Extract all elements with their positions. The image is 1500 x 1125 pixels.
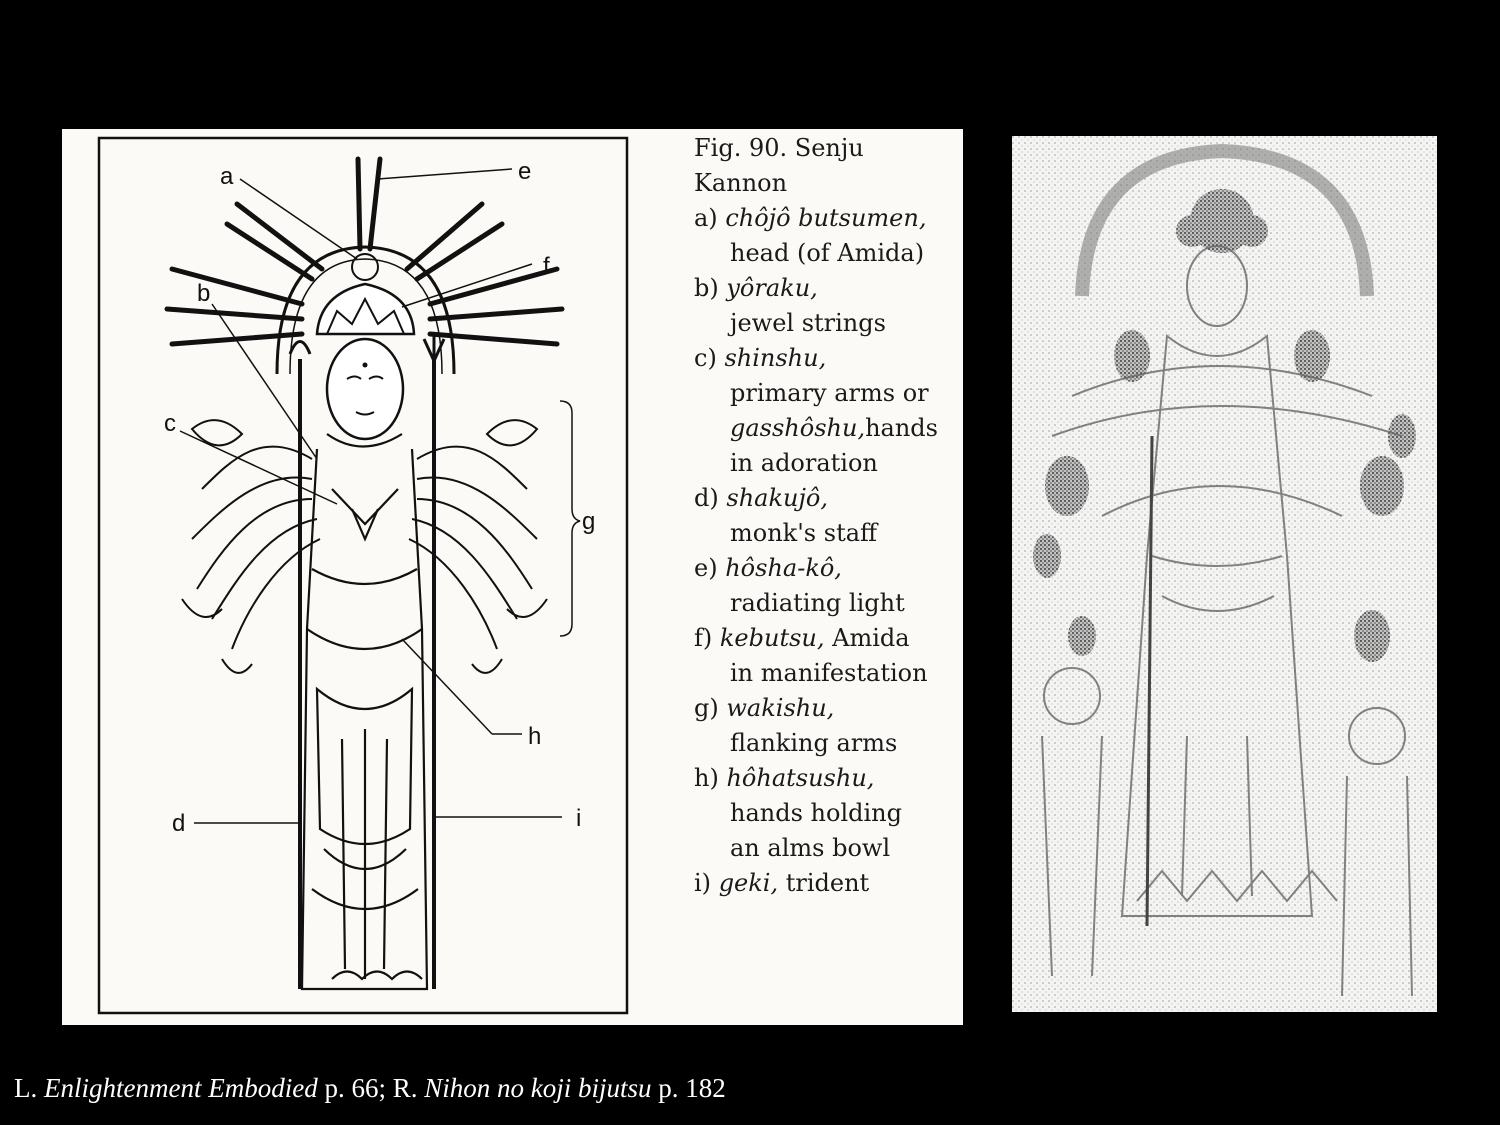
- legend-description: monk's staff: [730, 519, 878, 547]
- legend-term: shinshu,: [724, 344, 827, 372]
- right-photo-panel: [1012, 136, 1437, 1012]
- legend-description: an alms bowl: [730, 834, 891, 862]
- label-b: b: [197, 280, 211, 307]
- legend-term-rest: hands: [865, 414, 938, 442]
- legend-entry: [694, 271, 963, 341]
- legend-entries: [694, 201, 963, 901]
- legend-entry: [694, 411, 963, 481]
- legend-description: primary arms or: [730, 379, 929, 407]
- legend-term-rest: trident: [778, 869, 870, 897]
- legend-key: e): [694, 554, 718, 582]
- legend-term: hôhatsushu,: [726, 764, 875, 792]
- legend-title: Fig. 90. Senju Kannon: [694, 134, 864, 197]
- legend-term: shakujô,: [726, 484, 828, 512]
- legend-key: d): [694, 484, 719, 512]
- legend-key: b): [694, 274, 719, 302]
- label-g: g: [582, 508, 596, 535]
- legend-description: in manifestation: [730, 659, 928, 687]
- legend-description: hands holding: [730, 799, 902, 827]
- legend-key: i): [694, 869, 712, 897]
- label-i: i: [576, 805, 582, 832]
- legend-entry: [694, 761, 963, 831]
- legend-entry: [694, 621, 963, 691]
- legend-key: f): [694, 624, 713, 652]
- legend-term: kebutsu,: [719, 624, 825, 652]
- legend-term: hôsha-kô,: [725, 554, 842, 582]
- legend-entry: [694, 481, 963, 551]
- senju-kannon-line-drawing: [62, 129, 694, 1025]
- legend-entry: [694, 831, 963, 866]
- legend-entry: [694, 866, 963, 901]
- legend-key: a): [694, 204, 718, 232]
- legend-key: c): [694, 344, 717, 372]
- legend-term: chôjô butsumen,: [725, 204, 927, 232]
- legend-entry: [694, 691, 963, 761]
- label-a: a: [220, 163, 234, 190]
- legend-term: wakishu,: [726, 694, 835, 722]
- label-d: d: [172, 810, 186, 837]
- legend-key: g): [694, 694, 719, 722]
- robed-body: [302, 434, 427, 989]
- label-c: c: [164, 410, 176, 437]
- legend-key: h): [694, 764, 719, 792]
- legend-term-rest: Amida: [824, 624, 910, 652]
- legend-term: yôraku,: [726, 274, 818, 302]
- label-f: f: [543, 253, 550, 280]
- legend-description: flanking arms: [730, 729, 898, 757]
- left-figure-panel: [62, 129, 963, 1025]
- legend-term: gasshôshu,: [730, 414, 866, 442]
- legend-description: radiating light: [730, 589, 905, 617]
- slide-caption: L. Enlightenment Embodied p. 66; R. Nihon no koji bijutsu p. 182: [14, 1073, 726, 1103]
- legend-entry: [694, 551, 963, 621]
- legend-term: geki,: [718, 869, 779, 897]
- legend-description: in adoration: [730, 449, 878, 477]
- legend-entry: [694, 201, 963, 271]
- label-h: h: [528, 723, 542, 750]
- book-title-left: Enlightenment Embodied: [44, 1073, 318, 1103]
- legend-entry: [694, 341, 963, 411]
- legend-description: head (of Amida): [730, 239, 925, 267]
- label-e: e: [518, 158, 532, 185]
- legend-description: jewel strings: [730, 309, 886, 337]
- kannon-statue-photo: [1012, 136, 1437, 1012]
- figure-legend: [694, 129, 963, 1025]
- book-title-right: Nihon no koji bijutsu: [424, 1073, 652, 1103]
